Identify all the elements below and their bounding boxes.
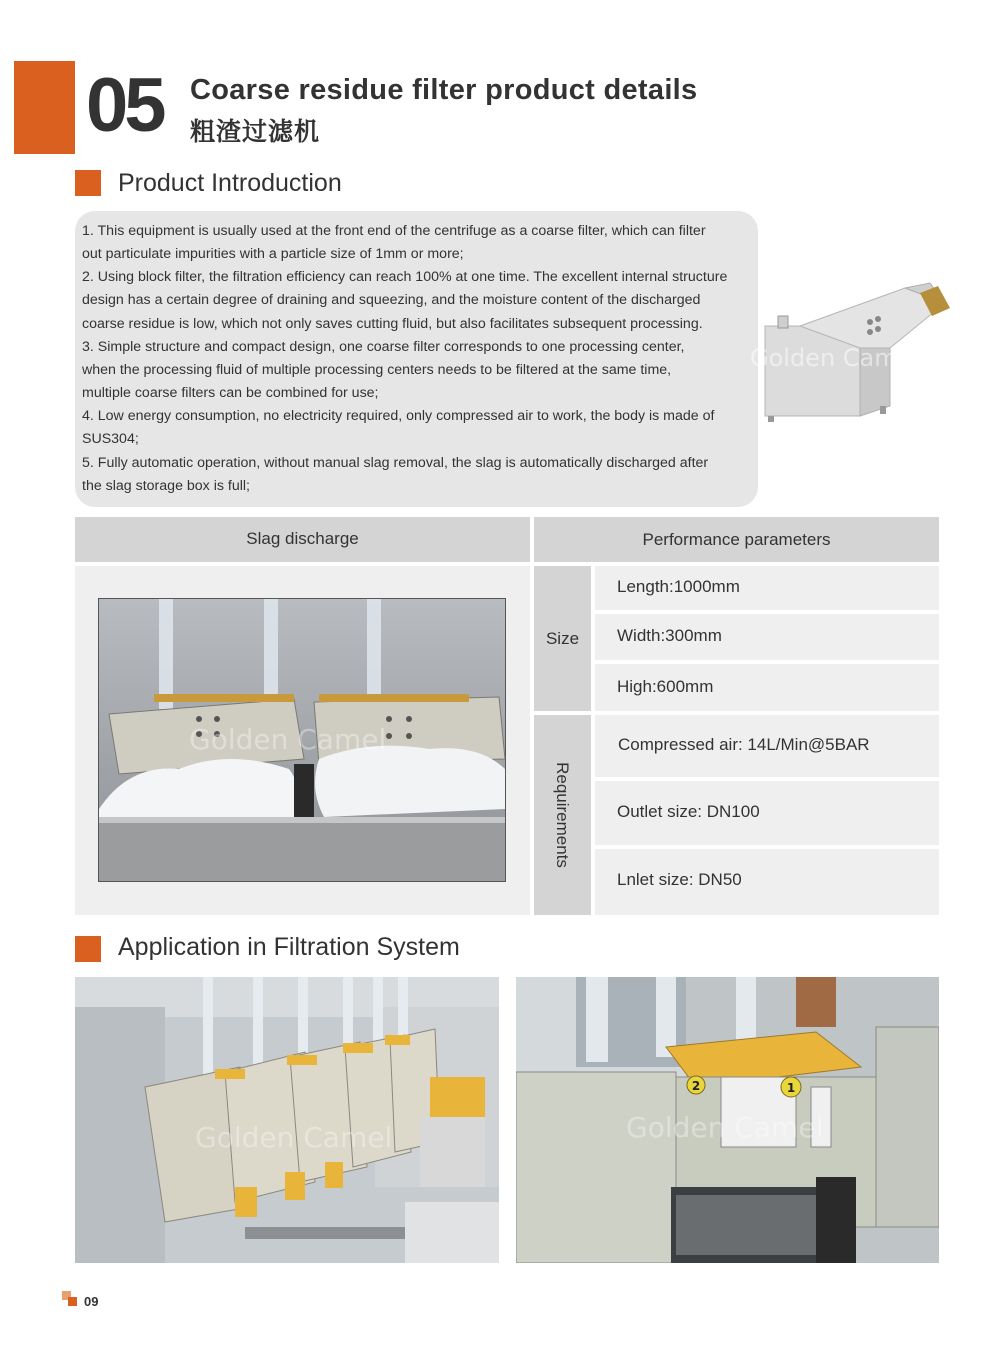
watermark: Golden Camel <box>750 344 920 372</box>
intro-heading: Product Introduction <box>118 169 342 197</box>
intro-line: multiple coarse filters can be combined for use; <box>82 385 379 402</box>
intro-line: SUS304; <box>82 431 139 448</box>
intro-line: 1. This equipment is usually used at the front end of the centrifuge as a coarse filter, which can filter <box>82 223 706 239</box>
section-marker-icon <box>75 170 101 196</box>
size-height: High:600mm <box>617 677 714 696</box>
slag-header: Slag discharge <box>246 529 359 548</box>
header-accent-block <box>14 61 75 154</box>
perf-header: Performance parameters <box>642 530 831 549</box>
section-number: 05 <box>86 63 163 148</box>
product-image <box>740 278 955 428</box>
req-compressed-air: Compressed air: 14L/Min@5BAR <box>618 735 870 754</box>
watermark: Golden Camel <box>626 1111 824 1144</box>
page-marker-icon-accent <box>68 1297 77 1306</box>
application-heading: Application in Filtration System <box>118 933 460 961</box>
badge-1: 1 <box>786 1081 796 1095</box>
intro-line: out particulate impurities with a particle size of 1mm or more; <box>82 246 464 263</box>
size-width: Width:300mm <box>617 626 722 645</box>
intro-line: when the processing fluid of multiple processing centers needs to be filtered at the same time, <box>82 361 672 378</box>
intro-line: the slag storage box is full; <box>82 477 250 494</box>
application-photo-left <box>75 977 499 1263</box>
intro-line: 2. Using block filter, the filtration efficiency can reach 100% at one time. The excellent internal structure <box>82 269 728 286</box>
requirements-label: Requirements <box>553 762 572 868</box>
slag-discharge-photo <box>98 598 506 882</box>
badge-2: 2 <box>691 1079 701 1093</box>
watermark: Golden Camel <box>195 1121 393 1154</box>
watermark: Golden Camel <box>189 723 387 756</box>
intro-line: 5. Fully automatic operation, without manual slag removal, the slag is automatically discharged after <box>82 454 709 471</box>
page-number: 09 <box>84 1294 99 1309</box>
size-label: Size <box>545 629 580 648</box>
application-photo-right <box>516 977 939 1263</box>
req-outlet-size: Outlet size: DN100 <box>617 802 760 821</box>
size-length: Length:1000mm <box>617 577 740 596</box>
page-title: Coarse residue filter product details <box>190 74 698 106</box>
intro-line: 4. Low energy consumption, no electricity required, only compressed air to work, the body is made of <box>82 408 715 425</box>
page-subtitle-cn: 粗渣过滤机 <box>190 118 321 146</box>
section-marker-icon <box>75 936 101 962</box>
intro-line: 3. Simple structure and compact design, one coarse filter corresponds to one processing center, <box>82 338 685 355</box>
req-inlet-size: Lnlet size: DN50 <box>617 870 742 889</box>
intro-text <box>82 220 757 498</box>
intro-line: coarse residue is low, which not only saves cutting fluid, but also facilitates subsequent processing. <box>82 315 703 332</box>
intro-line: design has a certain degree of draining and squeezing, and the moisture content of the discharged <box>82 292 701 309</box>
